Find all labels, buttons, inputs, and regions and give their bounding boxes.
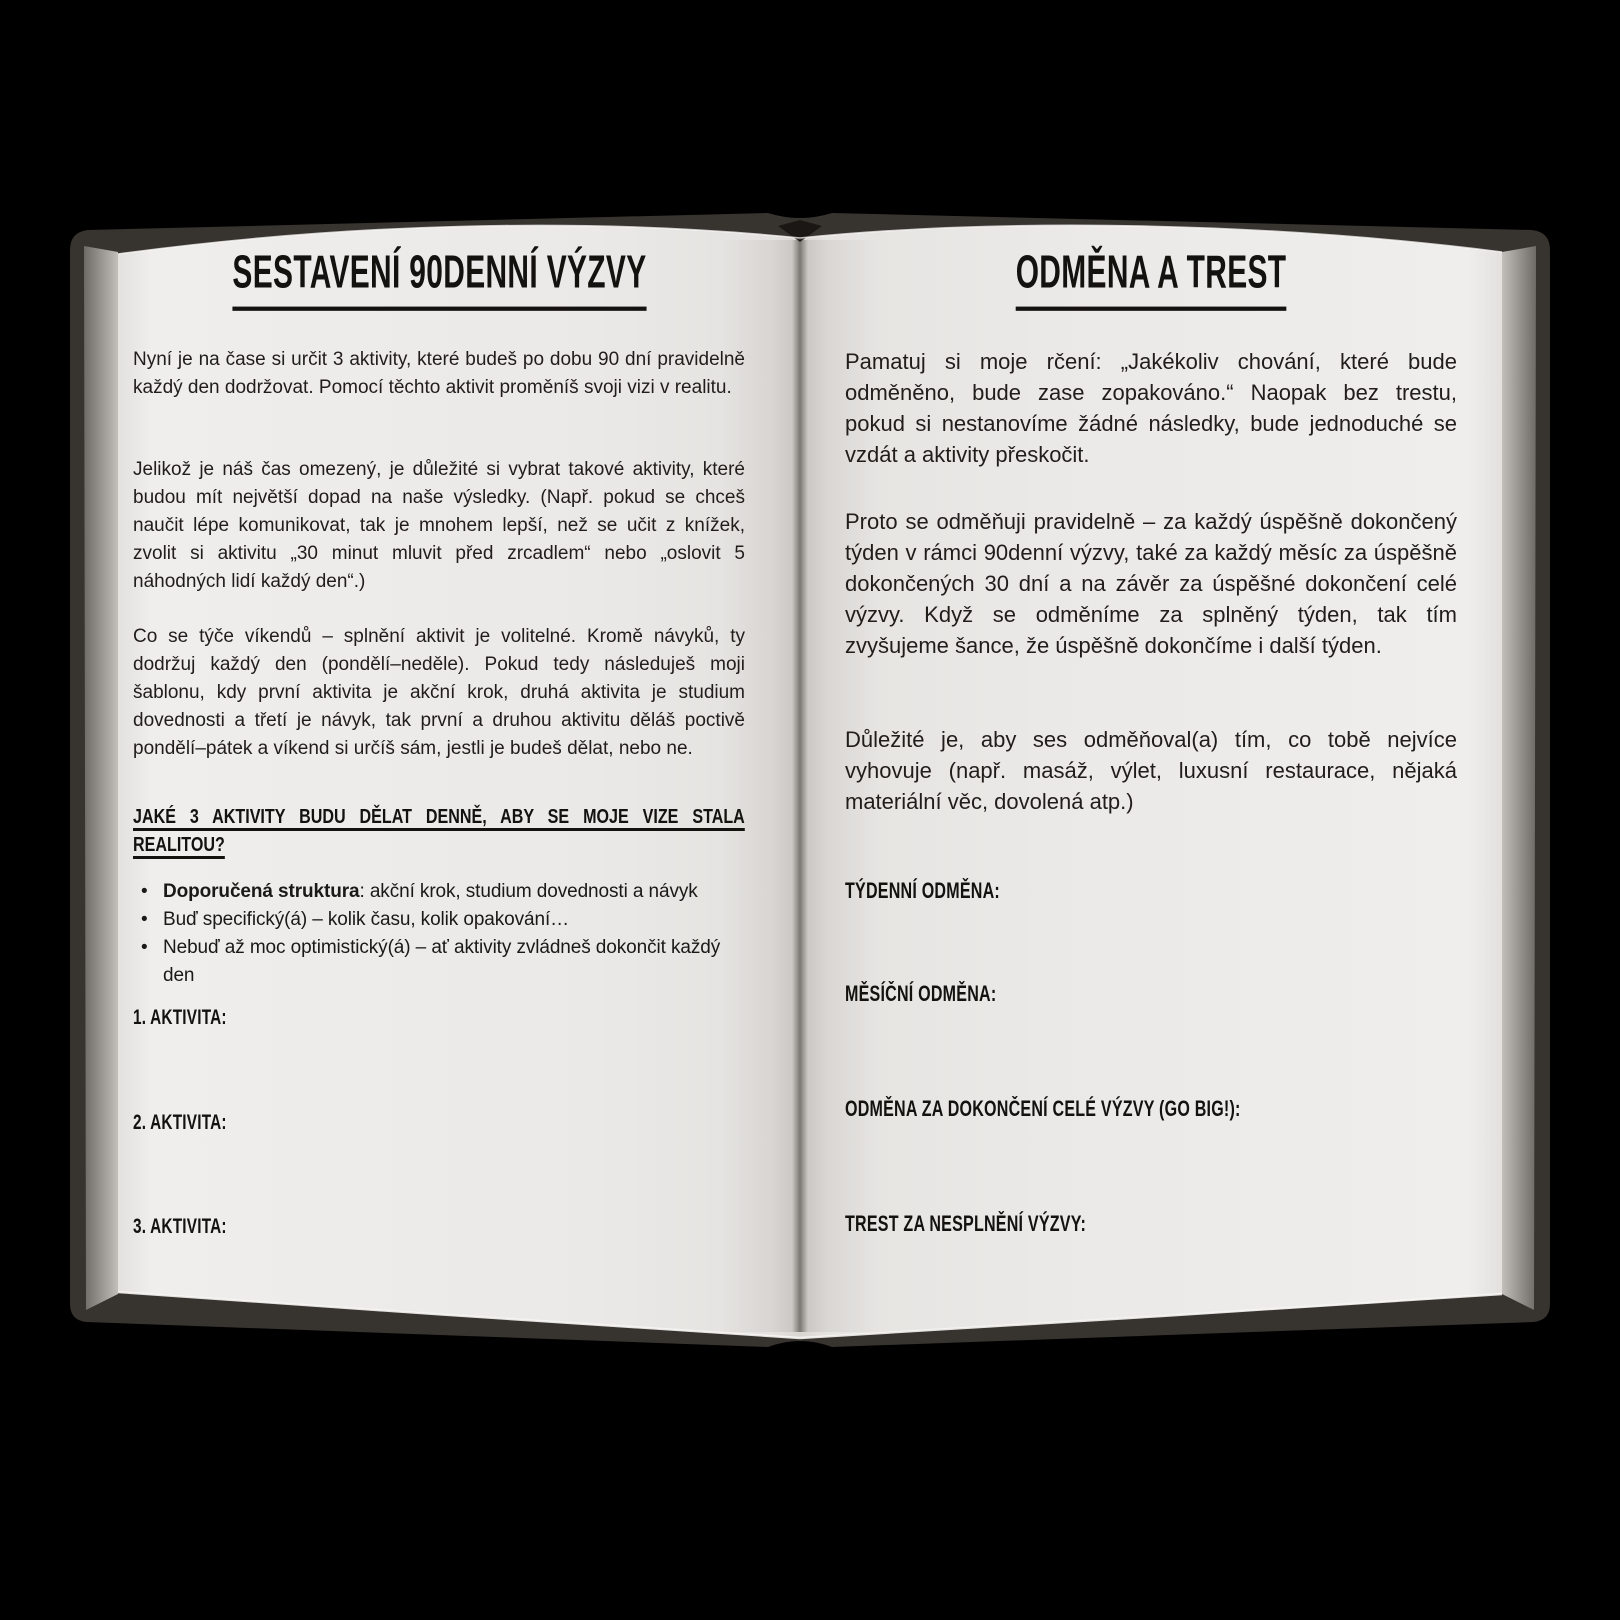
- question-heading: JAKÉ 3 AKTIVITY BUDU DĚLAT DENNĚ, ABY SE MOJE VIZE STALA REALITOU?: [133, 806, 745, 856]
- left-paragraph-3: Co se týče víkendů – splnění aktivit je volitelné. Kromě návyků, ty dodržuj každý den (pondělí–neděle). Pokud tedy následuješ moji šablonu, kdy první aktivita je akční krok, druhá aktivita je studium dovednosti a třetí je návyk, tak první a druhou aktivitu děláš poctivě pondělí–pátek a víkend si určíš sám, jestli je budeš dělat, nebo ne.: [133, 626, 745, 759]
- bullet-item: [133, 906, 745, 934]
- field-label-challenge-failure-punishment: TREST ZA NESPLNĚNÍ VÝZVY:: [845, 1211, 1087, 1236]
- right-paragraph-3: Důležité je, aby ses odměňoval(a) tím, co tobě nejvíce vyhovuje (např. masáž, výlet, luxusní restaurace, nějaká materiální věc, dovolená atp.): [845, 727, 1457, 814]
- bullet-dot-icon: •: [141, 881, 148, 902]
- tips-bullet-list: [133, 878, 745, 990]
- bullet-dot-icon: •: [141, 937, 148, 958]
- bullet-text: Nebuď až moc optimistický(á) – ať aktivity zvládneš dokončit každý den: [163, 937, 721, 986]
- field-label-activity-3: 3. AKTIVITA:: [133, 1215, 227, 1238]
- page-edge-stack-left: [84, 246, 118, 1310]
- left-page-title-text: SESTAVENÍ 90DENNÍ VÝZVY: [232, 246, 646, 311]
- bullet-dot-icon: •: [141, 909, 148, 930]
- bullet-text: : akční krok, studium dovednosti a návyk: [359, 881, 698, 902]
- right-paragraph-1: Pamatuj si moje rčení: „Jakékoliv chování, které bude odměněno, bude zase zopakováno.“ Naopak bez trestu, pokud si nestanovíme žádné následky, bude jednoduché se vzdát a aktivity přeskočit.: [845, 349, 1457, 467]
- right-paragraph-2: Proto se odměňuji pravidelně – za každý úspěšně dokončený týden v rámci 90denní výzvy, také za každý měsíc za úspěšně dokončených 30 dní a na závěr za úspěšné dokončení celé výzvy. Když se odměníme za splněný týden, tak tím zvyšujeme šance, že úspěšně dokončíme i další týden.: [845, 509, 1457, 658]
- right-page: [845, 240, 1457, 1340]
- left-paragraph-1: Nyní je na čase si určit 3 aktivity, které budeš po dobu 90 dní pravidelně každý den dodržovat. Pomocí těchto aktivit proměníš svoji vizi v realitu.: [133, 349, 745, 398]
- left-page-title: [133, 248, 745, 309]
- bullet-item: [133, 934, 745, 990]
- bullet-item: [133, 878, 745, 906]
- left-page: [133, 240, 745, 1340]
- bullet-text: Buď specifický(á) – kolik času, kolik opakování…: [163, 909, 570, 930]
- left-paragraph-2: Jelikož je náš čas omezený, je důležité si vybrat takové aktivity, které budou mít největší dopad na naše výsledky. (Např. pokud se chceš naučit lépe komunikovat, tak je mnohem lepší, než se učit z knížek, zvolit si aktivitu „30 minut mluvit před zrcadlem“ nebo „oslovit 5 náhodných lidí každý den“.): [133, 459, 745, 592]
- field-label-challenge-completion-reward: ODMĚNA ZA DOKONČENÍ CELÉ VÝZVY (GO BIG!):: [845, 1096, 1241, 1121]
- right-page-title: [845, 248, 1457, 309]
- page-edge-stack-right: [1502, 246, 1536, 1310]
- field-label-weekly-reward: TÝDENNÍ ODMĚNA:: [845, 878, 1000, 903]
- field-label-activity-1: 1. AKTIVITA:: [133, 1006, 227, 1029]
- right-page-title-text: ODMĚNA A TREST: [1016, 246, 1287, 311]
- field-label-activity-2: 2. AKTIVITA:: [133, 1111, 227, 1134]
- field-label-monthly-reward: MĚSÍČNÍ ODMĚNA:: [845, 981, 997, 1006]
- bullet-bold-text: Doporučená struktura: [163, 881, 360, 902]
